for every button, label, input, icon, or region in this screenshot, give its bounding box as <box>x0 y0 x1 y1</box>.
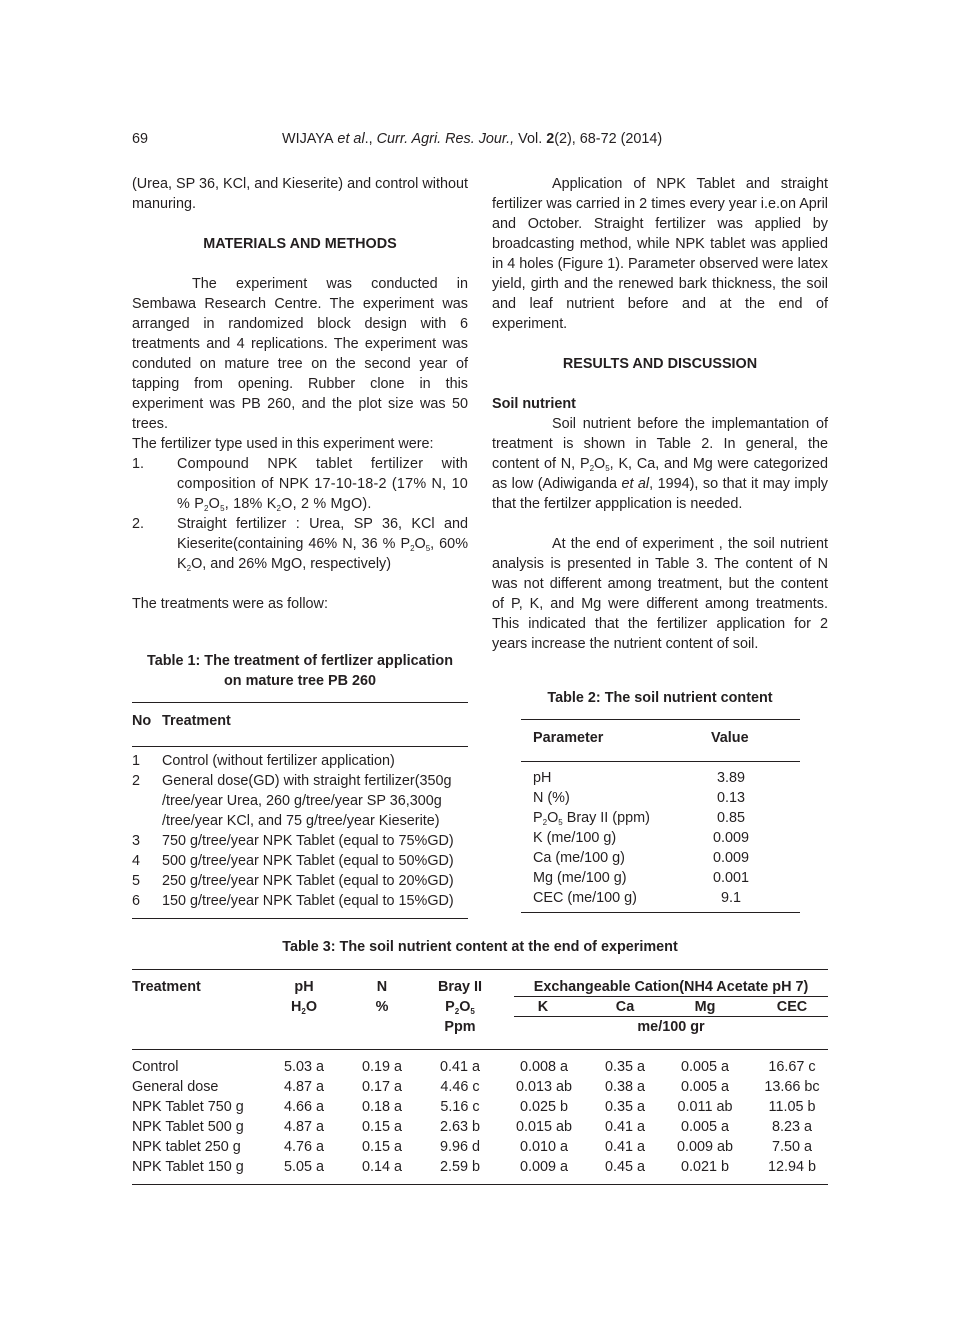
mg-cell: 0.009 ab <box>676 1139 734 1155</box>
p2o5-cell: 9.96 d <box>439 1139 480 1155</box>
table-row <box>132 851 468 871</box>
subscript: 2 <box>301 1007 306 1016</box>
subscript: 2 <box>204 504 209 513</box>
value-cell: 0.009 <box>712 850 749 866</box>
row-treatment: 150 g/tree/year NPK Tablet (equal to 15%GD) <box>162 893 454 909</box>
subscript: 5 <box>425 544 431 553</box>
n-cell: 0.18 a <box>361 1099 402 1115</box>
list-number: 2. <box>132 516 145 532</box>
table3-header-bray: Bray II <box>438 979 482 995</box>
cec-cell: 12.94 b <box>767 1159 816 1175</box>
ph-cell: 4.66 a <box>283 1099 324 1115</box>
list-item <box>132 514 468 574</box>
subscript: 2 <box>542 818 548 827</box>
list-text: Straight fertilizer : Urea, SP 36, KCl and Kieserite(containing 46% N, 36 % $P_2O_5$, 60% $K_2O$, and 26% MgO, respectively) <box>177 516 468 573</box>
cec-cell: 11.05 b <box>768 1099 816 1115</box>
table3-header-mg: Mg <box>694 999 716 1015</box>
value-cell: 0.13 <box>716 790 745 806</box>
running-header <box>282 129 662 149</box>
cec-cell: 8.23 a <box>771 1119 812 1135</box>
table3-header-p2o5: $P_2O_5$ <box>445 999 475 1016</box>
mg-cell: 0.005 a <box>680 1079 729 1095</box>
right-para-1: Application of NPK Tablet and straight fertilizer was carried in 2 times every year i.e.on April and October. Straight fertilizer was applied by broadcasting method, while NPK tablet was applied in 4 holes (Figure 1). Parameter observed were latex yield, girth and the renewed bark thickness, the soil and leaf nutrient before and at the end of experiment. <box>492 176 828 332</box>
table3-header-ph: pH <box>294 979 314 995</box>
header-issue: (2), 68-72 (2014) <box>554 131 663 147</box>
row-number: 1 <box>132 753 141 769</box>
row-treatment: General dose(GD) with straight fertilizer(350g /tree/year Urea, 260 g/tree/year SP 36,300g /tree/year KCl, and 75 g/tree/year Kieserite) <box>162 773 452 829</box>
left-para-3: The treatments were as follow: <box>132 596 328 612</box>
table3-header-unit: me/100 gr <box>637 1019 705 1035</box>
row-number: 3 <box>132 833 141 849</box>
value-cell: 9.1 <box>720 890 741 906</box>
n-cell: 0.15 a <box>361 1119 402 1135</box>
table3-header-n-unit: % <box>375 999 389 1015</box>
ca-cell: 0.35 a <box>604 1099 645 1115</box>
subscript: 5 <box>220 504 225 513</box>
k-cell: 0.013 ab <box>515 1079 573 1095</box>
table1-bottom-rule <box>132 918 468 919</box>
parameter-cell: CEC (me/100 g) <box>533 890 637 906</box>
parameter-cell: $P_2O_5$ Bray II (ppm) <box>533 810 650 827</box>
ph-cell: 5.03 a <box>283 1059 324 1075</box>
table2-bottom-rule <box>521 912 800 913</box>
p2o5-cell: 0.41 a <box>439 1059 480 1075</box>
table1-body <box>132 751 468 911</box>
parameter-cell: pH <box>533 770 552 786</box>
parameter-cell: Ca (me/100 g) <box>533 850 625 866</box>
k-cell: 0.009 a <box>519 1159 568 1175</box>
p2o5-cell: 2.63 b <box>439 1119 480 1135</box>
table3-top-rule <box>132 969 828 970</box>
row-treatment: Control (without fertilizer application) <box>162 753 395 769</box>
list-number: 1. <box>132 456 145 472</box>
row-number: 2 <box>132 773 141 789</box>
parameter-cell: Mg (me/100 g) <box>533 870 627 886</box>
ph-cell: 4.76 a <box>283 1139 324 1155</box>
table2-top-rule <box>521 719 800 720</box>
treatment-cell: NPK Tablet 750 g <box>132 1099 244 1115</box>
ca-cell: 0.35 a <box>604 1059 645 1075</box>
table3-caption: Table 3: The soil nutrient content at the end of experiment <box>282 939 678 955</box>
table-row <box>132 831 468 851</box>
mg-cell: 0.005 a <box>680 1059 729 1075</box>
parameter-cell: N (%) <box>533 790 570 806</box>
treatment-cell: NPK Tablet 500 g <box>132 1119 244 1135</box>
list-item <box>132 454 468 514</box>
n-cell: 0.14 a <box>361 1159 402 1175</box>
row-number: 5 <box>132 873 141 889</box>
left-para-2: The fertilizer type used in this experiment were: <box>132 436 434 452</box>
subscript: 5 <box>605 464 610 473</box>
table3-header-ca: Ca <box>615 999 635 1015</box>
header-authors: WIJAYA <box>282 131 334 147</box>
subscript: 5 <box>558 818 563 827</box>
table1-header-treatment: Treatment <box>162 713 231 729</box>
table-row <box>132 871 468 891</box>
k-cell: 0.008 a <box>519 1059 568 1075</box>
table1-caption-line2: on mature tree PB 260 <box>224 673 376 689</box>
row-number: 4 <box>132 853 141 869</box>
subscript: 2 <box>589 464 595 473</box>
header-sep: ., <box>364 131 377 147</box>
row-treatment: 500 g/tree/year NPK Tablet (equal to 50%GD) <box>162 853 454 869</box>
mg-cell: 0.005 a <box>680 1119 729 1135</box>
table3-header-ppm: Ppm <box>444 1019 476 1035</box>
table3-header-treatment: Treatment <box>132 979 201 995</box>
subscript: 2 <box>454 1007 460 1016</box>
table2-header-parameter: Parameter <box>533 730 604 746</box>
p2o5-cell: 4.46 c <box>440 1079 480 1095</box>
table3-header-rule <box>132 1049 828 1050</box>
ph-cell: 4.87 a <box>283 1079 324 1095</box>
subscript: 2 <box>186 564 192 573</box>
treatment-cell: NPK tablet 250 g <box>132 1139 241 1155</box>
n-cell: 0.15 a <box>361 1139 402 1155</box>
fertilizer-list <box>132 454 468 574</box>
subscript: 2 <box>410 544 415 553</box>
header-volume: 2 <box>546 131 555 147</box>
ph-cell: 4.87 a <box>283 1119 324 1135</box>
table-row <box>132 751 468 771</box>
cec-cell: 13.66 bc <box>764 1079 820 1095</box>
cec-cell: 7.50 a <box>771 1139 812 1155</box>
right-para-3: At the end of experiment , the soil nutrient analysis is presented in Table 3. The content of N was not different among treatment, but the content of P, K, and Mg were different among treatments. This indicated that the fertilizer application for 2 years increase the nutrient content of soil. <box>492 536 828 652</box>
parameter-cell: K (me/100 g) <box>533 830 617 846</box>
value-cell: 0.001 <box>712 870 749 886</box>
mg-cell: 0.011 ab <box>677 1099 733 1115</box>
heading-materials-methods: MATERIALS AND METHODS <box>203 236 397 252</box>
mg-cell: 0.021 b <box>680 1159 729 1175</box>
row-treatment: 250 g/tree/year NPK Tablet (equal to 20%GD) <box>162 873 454 889</box>
list-text: Compound NPK tablet fertilizer with composition of NPK 17-10-18-2 (17% N, 10 % $P_2O_5$, 18% $K_2O$, 2 % MgO). <box>177 456 468 513</box>
table3-header-k: K <box>537 999 549 1015</box>
subscript: 5 <box>470 1007 475 1016</box>
table3-header-h2o: $H_2O$ <box>290 999 318 1016</box>
table1-caption-line1: Table 1: The treatment of fertlizer application <box>147 653 453 669</box>
heading-results-discussion: RESULTS AND DISCUSSION <box>562 356 758 372</box>
table1-top-rule <box>132 702 468 703</box>
heading-soil-nutrient: Soil nutrient <box>492 396 576 412</box>
n-cell: 0.17 a <box>361 1079 402 1095</box>
ca-cell: 0.41 a <box>604 1139 645 1155</box>
header-etal: et al <box>333 131 365 147</box>
table2-header-rule <box>521 761 800 762</box>
page-number: 69 <box>132 131 149 147</box>
table1-header-no: No <box>132 713 152 729</box>
table3-header-n: N <box>376 979 388 995</box>
header-vol-label: Vol. <box>514 131 547 147</box>
italic-text: et al <box>621 476 650 492</box>
header-journal: Curr. Agri. Res. Jour., <box>376 131 515 147</box>
p2o5-cell: 5.16 c <box>440 1099 480 1115</box>
value-cell: 0.009 <box>712 830 749 846</box>
table3-bottom-rule <box>132 1184 828 1185</box>
n-cell: 0.19 a <box>361 1059 402 1075</box>
table2-caption: Table 2: The soil nutrient content <box>547 690 773 706</box>
treatment-cell: General dose <box>132 1079 219 1095</box>
cec-cell: 16.67 c <box>768 1059 816 1075</box>
ca-cell: 0.38 a <box>604 1079 645 1095</box>
p2o5-cell: 2.59 b <box>439 1159 480 1175</box>
left-para-1: The experiment was conducted in Sembawa Research Centre. The experiment was arranged in randomized block design with 6 treatments and 4 replications. The experiment was conduted on mature tree on the second year of tapping from opening. Rubber clone in this experiment was PB 260, and the plot size was 50 trees. <box>132 276 468 432</box>
k-cell: 0.015 ab <box>515 1119 573 1135</box>
table-row <box>132 771 468 831</box>
table-row <box>132 891 468 911</box>
right-para-2: Soil nutrient before the implemantation of treatment is shown in Table 2. In general, the content of N, $P_2O_5$, K, Ca, and Mg were categorized as low (Adiwiganda et al, 1994), so that it may imply that the fertilzer appplication is needed. <box>492 416 828 512</box>
ph-cell: 5.05 a <box>283 1159 324 1175</box>
ca-cell: 0.45 a <box>604 1159 645 1175</box>
table1-header-rule <box>132 746 468 747</box>
table3-header-exchangeable: Exchangeable Cation(NH4 Acetate pH 7) <box>533 979 809 995</box>
table3-header-cec: CEC <box>776 999 808 1015</box>
treatment-cell: NPK Tablet 150 g <box>132 1159 244 1175</box>
k-cell: 0.010 a <box>519 1139 568 1155</box>
row-number: 6 <box>132 893 141 909</box>
k-cell: 0.025 b <box>519 1099 568 1115</box>
ca-cell: 0.41 a <box>604 1119 645 1135</box>
subscript: 2 <box>276 504 282 513</box>
value-cell: 0.85 <box>716 810 745 826</box>
treatment-cell: Control <box>132 1059 179 1075</box>
left-para-0: (Urea, SP 36, KCl, and Kieserite) and control without manuring. <box>132 176 468 212</box>
value-cell: 3.89 <box>716 770 745 786</box>
row-treatment: 750 g/tree/year NPK Tablet (equal to 75%GD) <box>162 833 454 849</box>
table2-header-value: Value <box>711 730 749 746</box>
